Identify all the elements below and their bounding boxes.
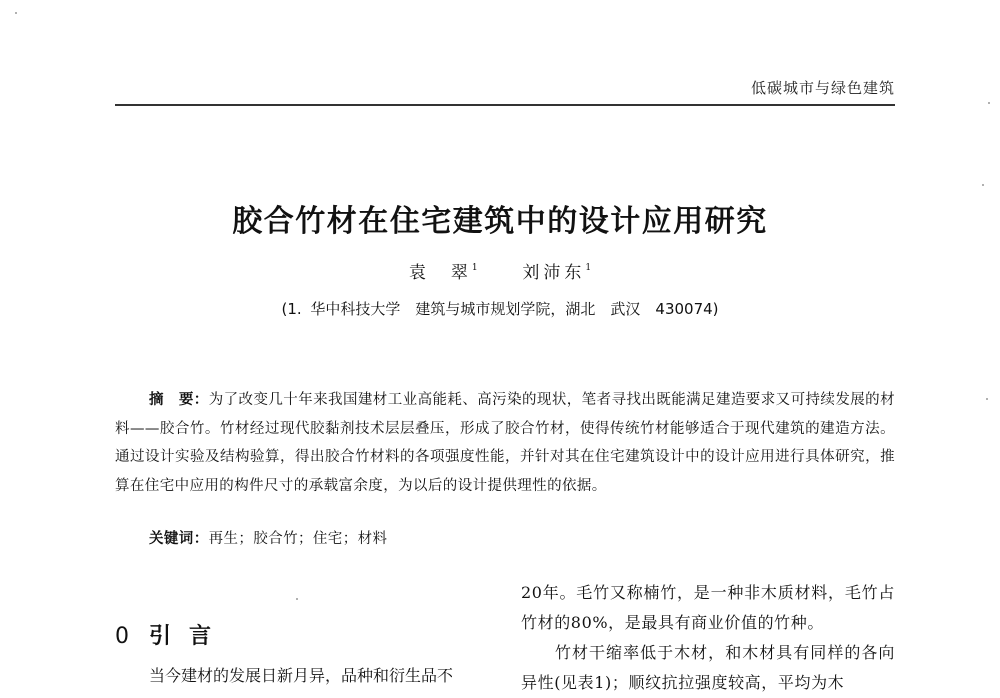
section-number: 0 xyxy=(115,624,131,649)
keywords xyxy=(149,527,387,548)
abstract-label: 摘 要： xyxy=(149,392,209,408)
section-heading xyxy=(115,619,229,650)
section-title: 引言 xyxy=(149,624,230,649)
scan-speck xyxy=(296,598,298,600)
left-column-text: 当今建材的发展日新月异，品种和衍生品不 xyxy=(149,666,454,685)
author-name: 刘沛东 xyxy=(522,263,586,283)
author-name: 袁 翠 xyxy=(408,263,472,283)
article-title: 胶合竹材在住宅建筑中的设计应用研究 xyxy=(232,204,768,239)
author-line xyxy=(0,258,1000,283)
running-head: 低碳城市与绿色建筑 xyxy=(750,79,895,97)
right-column-paragraph: 竹材干缩率低于木材，和木材具有同样的各向异性(见表1)；顺纹抗拉强度较高，平均为木 xyxy=(521,643,895,692)
right-column xyxy=(521,578,895,698)
author-affiliation-mark: 1 xyxy=(585,263,592,273)
header-rule xyxy=(115,104,895,106)
scan-speck xyxy=(982,184,984,186)
keywords-text: 再生；胶合竹；住宅；材料 xyxy=(208,531,388,547)
scan-speck xyxy=(15,12,17,14)
abstract xyxy=(115,386,895,500)
right-column-paragraph: 20年。毛竹又称楠竹，是一种非木质材料，毛竹占竹材的80%，是最具有商业价值的竹种。 xyxy=(521,583,895,632)
author-affiliation-mark: 1 xyxy=(471,263,478,273)
scan-speck xyxy=(988,102,990,104)
affiliation: (1. 华中科技大学 建筑与城市规划学院，湖北 武汉 430074) xyxy=(281,300,719,318)
keywords-label: 关键词： xyxy=(149,531,209,547)
abstract-text: 为了改变几十年来我国建材工业高能耗、高污染的现状，笔者寻找出既能满足建造要求又可持续发展的材料——胶合竹。竹材经过现代胶黏剂技术层层叠压，形成了胶合竹材，使得传统竹材能够适合于现代建筑的建造方法。通过设计实验及结构验算，得出胶合竹材料的各项强度性能，并针对其在住宅建筑设计中的设计应用进行具体研究，推算在住宅中应用的构件尺寸的承载富余度，为以后的设计提供理性的依据。 xyxy=(115,392,895,494)
scan-speck xyxy=(986,398,988,400)
